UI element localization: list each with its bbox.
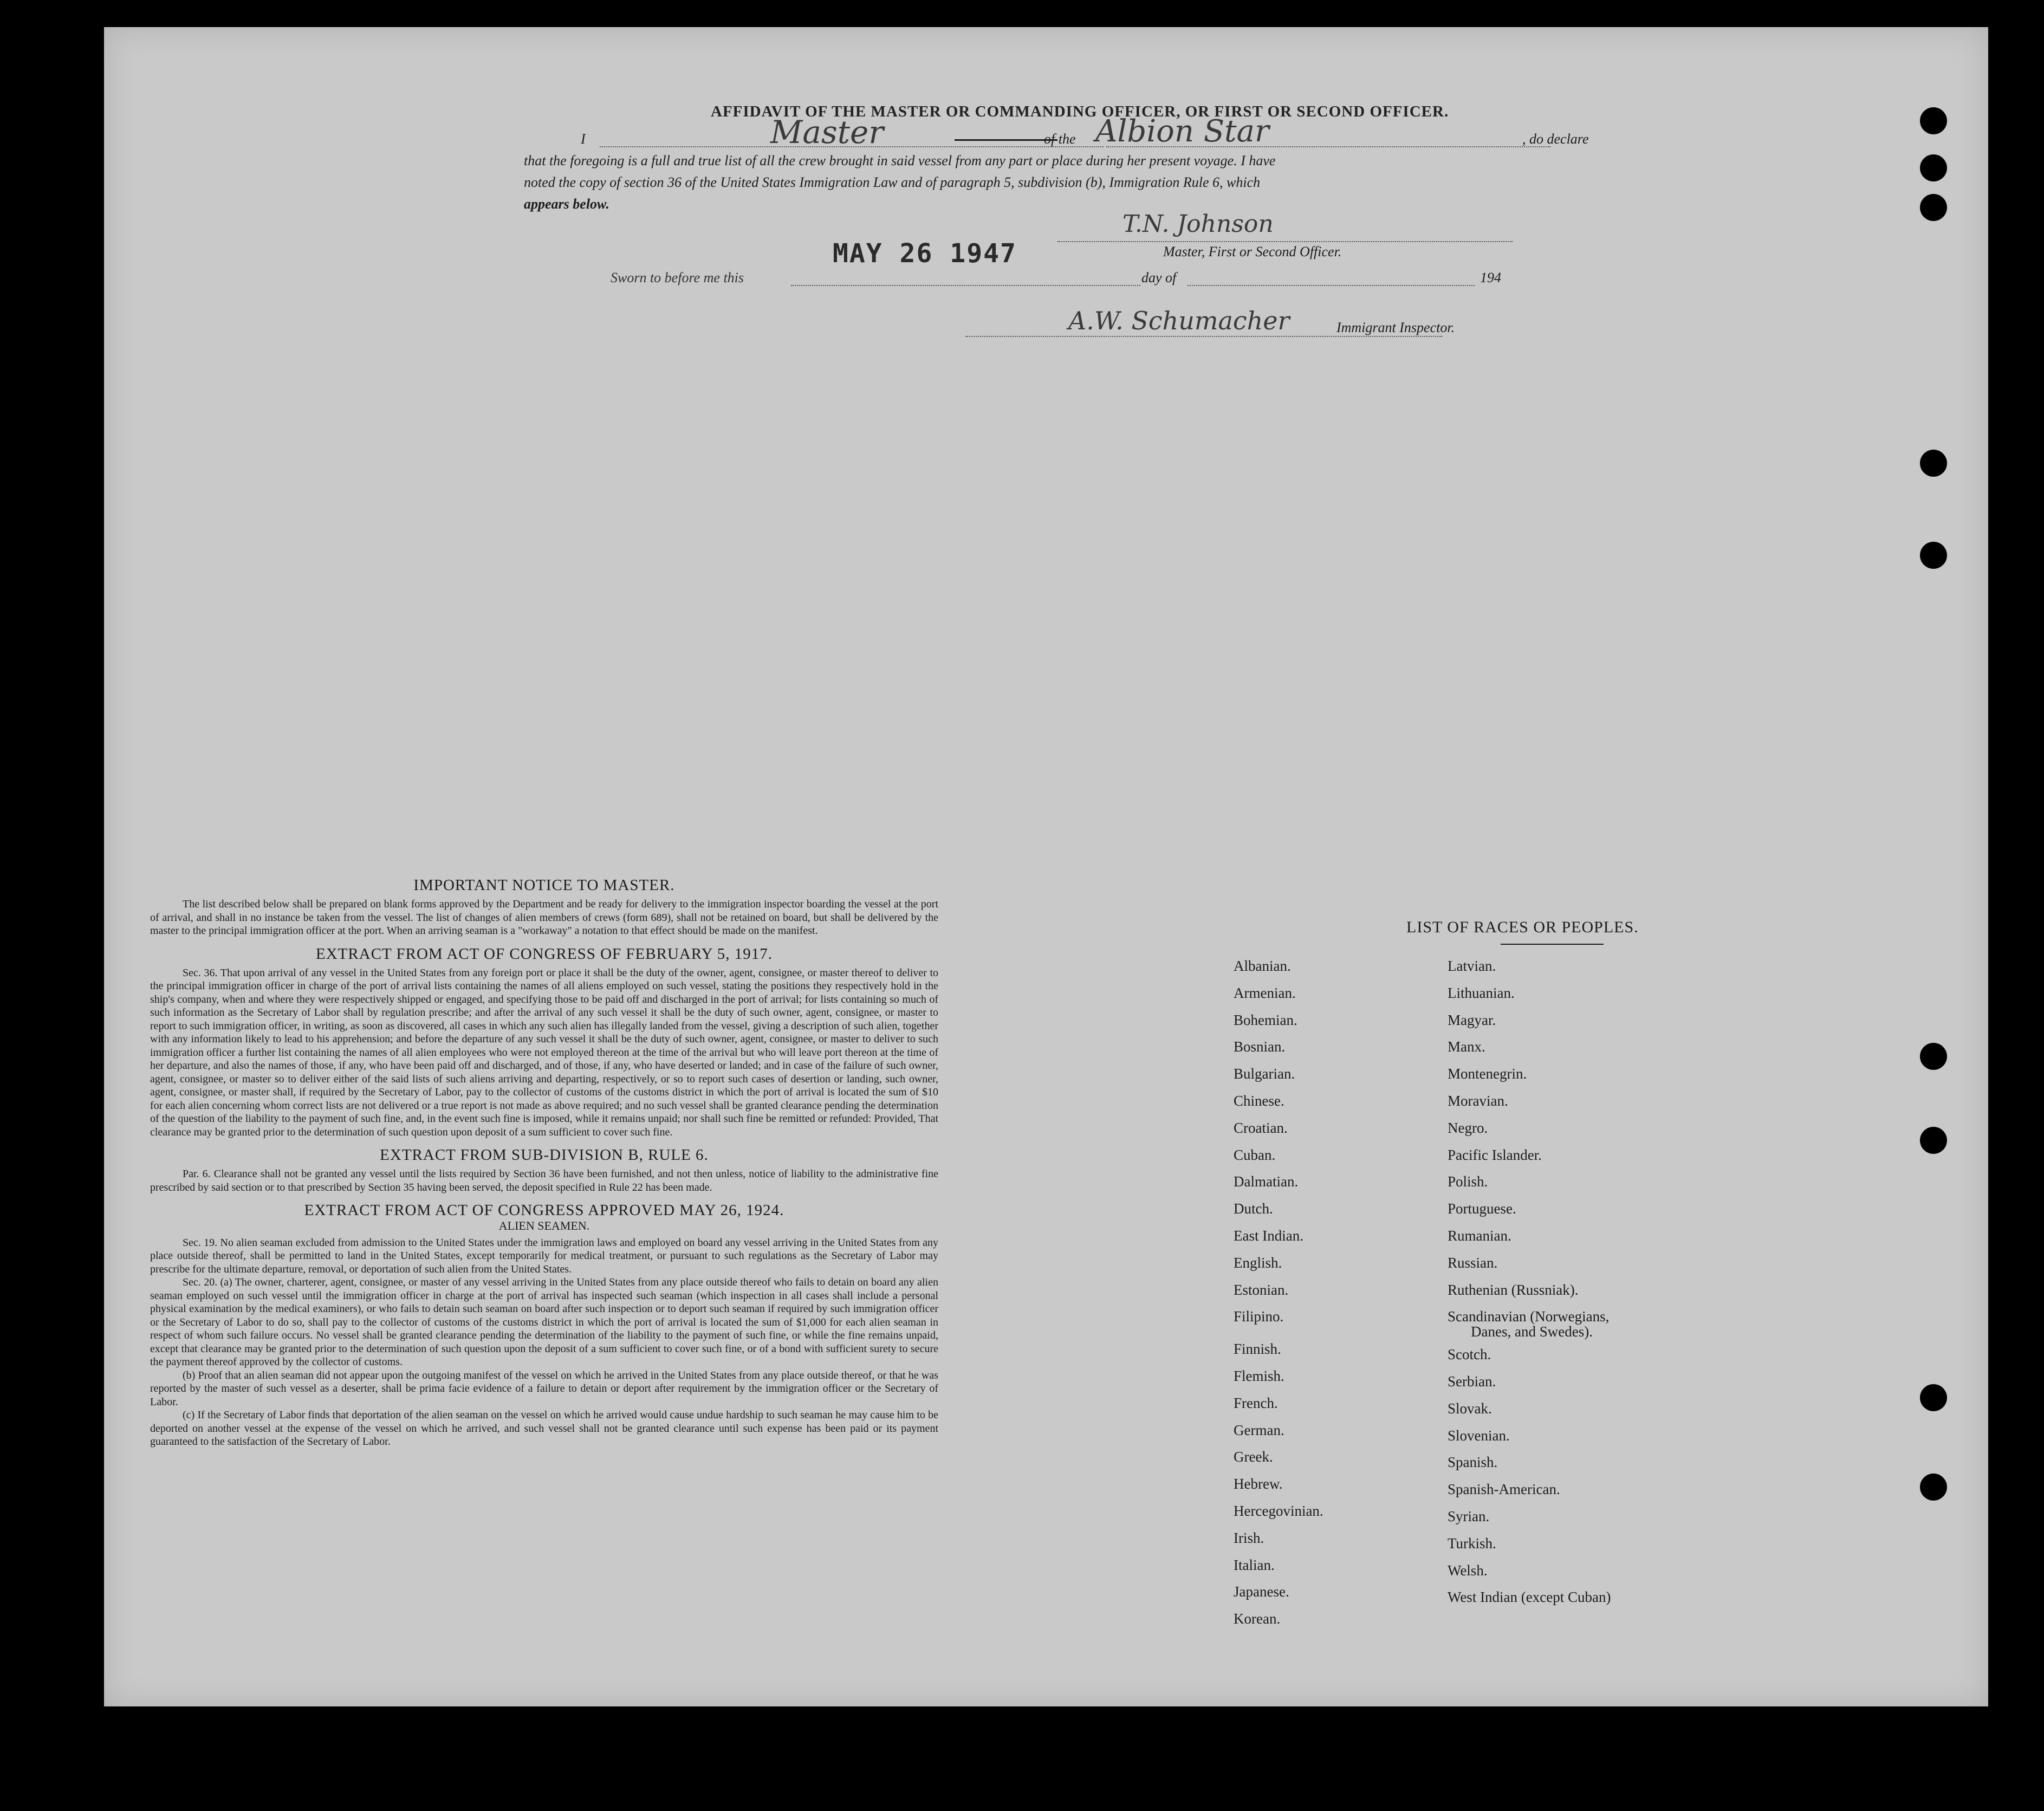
race-item: Russian. — [1448, 1254, 1498, 1271]
race-item: Japanese. — [1234, 1583, 1289, 1600]
race-item: Latvian. — [1448, 958, 1496, 974]
punch-hole — [1920, 1127, 1947, 1154]
race-item: Welsh. — [1448, 1562, 1488, 1579]
race-item: Danes, and Swedes). — [1471, 1323, 1593, 1340]
punch-hole — [1920, 1384, 1947, 1411]
race-item: Flemish. — [1234, 1367, 1284, 1384]
race-item: Hercegovinian. — [1234, 1502, 1323, 1519]
punch-hole — [1920, 542, 1947, 569]
affidavit-i-label: I — [581, 131, 586, 147]
race-item: Dalmatian. — [1234, 1173, 1299, 1190]
day-of-label: day of — [1141, 270, 1177, 285]
race-item: Cuban. — [1234, 1146, 1276, 1163]
extract-1924-sec19: Sec. 19. No alien seaman excluded from admission to the United States under the immigration laws and employed on board any vessel arriving in the United States from any place outside thereof, shall be permitted to land in the United States, except temporarily for medical treatment, or pursuant to such regulations as the Secretary of Labor may prescribe for the ultimate departure, removal, or deportation of such alien from the United States. — [150, 1236, 938, 1275]
master-signature: T.N. Johnson — [1122, 210, 1274, 238]
race-item: Turkish. — [1448, 1535, 1496, 1552]
handwritten-vessel: Albion Star — [1095, 114, 1269, 149]
races-title: LIST OF RACES OR PEOPLES. — [1406, 918, 1639, 936]
race-item: Hebrew. — [1234, 1476, 1283, 1492]
race-item: Scandinavian (Norwegians, — [1448, 1308, 1610, 1325]
title-underline — [955, 139, 1057, 141]
race-item: Ruthenian (Russniak). — [1448, 1281, 1579, 1298]
inspector-label: Immigrant Inspector. — [1336, 320, 1455, 335]
race-item: Moravian. — [1448, 1093, 1508, 1109]
punch-hole — [1920, 1474, 1947, 1501]
race-item: Albanian. — [1234, 958, 1291, 974]
notice-section — [150, 877, 938, 1449]
do-declare-label: , do declare — [1522, 131, 1589, 147]
handwritten-role: Master — [770, 114, 884, 151]
race-item: Dutch. — [1234, 1200, 1273, 1217]
race-item: Bosnian. — [1234, 1038, 1286, 1055]
affidavit-title: AFFIDAVIT OF THE MASTER OR COMMANDING OFFICER, OR FIRST OR SECOND OFFICER. — [711, 103, 1449, 120]
race-item: Slovak. — [1448, 1400, 1492, 1417]
race-item: Magyar. — [1448, 1011, 1496, 1028]
extract-1924-sec20b: (b) Proof that an alien seaman did not appear upon the outgoing manifest of the vessel on which he arrived in the United States from any place outside thereof, or that he was reported by the master of such vessel as a deserter, shall be prima facie evidence of a failure to detain or deport after requirement by the immigration officer or the Secretary of Labor. — [150, 1369, 938, 1408]
sworn-label: Sworn to before me this — [611, 270, 744, 285]
punch-hole — [1920, 107, 1947, 134]
race-item: English. — [1234, 1254, 1282, 1271]
sworn-day-line — [791, 285, 1140, 286]
race-item: Lithuanian. — [1448, 984, 1515, 1001]
notice-body: The list described below shall be prepared on blank forms approved by the Department and be ready for delivery to the immigration inspector boarding the vessel at the port of arrival, and shall in no instance be taken from the vessel. The list of changes of alien members of crews (form 689), shall not be retained on board, but shall be delivered by the master to the principal immigration officer at the port. When an arriving seaman is a "workaway" a notation to that effect should be made on the manifest. — [150, 898, 938, 937]
inspector-line — [965, 336, 1442, 337]
extract-rule6-title: EXTRACT FROM SUB-DIVISION B, RULE 6. — [380, 1146, 709, 1164]
date-stamp: MAY 26 1947 — [833, 238, 1017, 269]
race-item: German. — [1234, 1421, 1284, 1438]
affidavit-body-line-2: noted the copy of section 36 of the United States Immigration Law and of paragraph 5, subdivision (b), Immigration Rule 6, which — [524, 174, 1261, 190]
race-item: East Indian. — [1234, 1228, 1303, 1244]
race-item: Negro. — [1448, 1119, 1488, 1136]
race-item: Korean. — [1234, 1611, 1281, 1627]
race-item: West Indian (except Cuban) — [1448, 1589, 1611, 1606]
race-item: Bohemian. — [1234, 1011, 1297, 1028]
extract-1924-subtitle: ALIEN SEAMEN. — [498, 1219, 590, 1232]
race-item: Scotch. — [1448, 1346, 1491, 1363]
race-item: Bulgarian. — [1234, 1066, 1295, 1082]
race-item: Polish. — [1448, 1173, 1488, 1190]
race-item: Portuguese. — [1448, 1200, 1516, 1217]
inspector-signature: A.W. Schumacher — [1068, 306, 1290, 335]
extract-1924-sec20c: (c) If the Secretary of Labor finds that deportation of the alien seaman on the vessel on which he arrived would cause undue hardship to such seaman he may cause him to be deported on another vessel at the expense of the vessel on which he arrived, and such vessel shall not be granted clearance until such expense has been paid or its payment guaranteed to the satisfaction of the Secretary of Labor. — [150, 1409, 938, 1447]
race-item: Pacific Islander. — [1448, 1146, 1542, 1163]
race-item: Manx. — [1448, 1038, 1485, 1055]
race-item: Rumanian. — [1448, 1228, 1511, 1244]
extract-rule6-body: Par. 6. Clearance shall not be granted any vessel until the lists required by Section 36 have been furnished, and not then unless, notice of liability to the administrative fine prescribed by said section or to that prescribed by Section 35 having been served, the deposit specified in Rule 22 has been made. — [150, 1168, 938, 1193]
race-item: Italian. — [1234, 1556, 1275, 1573]
race-item: Croatian. — [1234, 1119, 1288, 1136]
race-item: Montenegrin. — [1448, 1066, 1527, 1082]
race-item: Armenian. — [1234, 984, 1296, 1001]
race-item: Finnish. — [1234, 1341, 1281, 1358]
of-the-label: of the — [1044, 131, 1076, 147]
signature-line — [1057, 241, 1513, 242]
race-item: Syrian. — [1448, 1508, 1490, 1524]
extract-1924-title: EXTRACT FROM ACT OF CONGRESS APPROVED MAY 26, 1924. — [304, 1202, 784, 1219]
race-item: Chinese. — [1234, 1093, 1284, 1109]
race-item: Greek. — [1234, 1449, 1273, 1465]
sworn-month-line — [1188, 285, 1475, 286]
extract-1917-body: Sec. 36. That upon arrival of any vessel in the United States from any foreign port or place it shall be the duty of the owner, agent, consignee, or master thereof to deliver to the principal immigration officer in charge of the port of arrival lists containing the names of all aliens employed on such vessel, stating the positions they respectively hold in the ship's company, when and where they were respectively shipped or engaged, and specifying those to be paid off and discharged in the port of arrival; for lists containing so much of such information as the Secretary of Labor shall by regulation prescribe; and after the arrival of any such vessel it shall be the duty of such owner, agent, consignee, or master to report to such immigration officer, in writing, as soon as discovered, all cases in which any such alien has illegally landed from the vessel, giving a description of such alien, together with any information likely to lead to his apprehension; and before the departure of any such vessel it shall be the duty of such owner, agent, consignee, or master to deliver to such immigration officer a further list containing the names of all alien employees who were not employed thereon at the time of the arrival but who will leave port thereon at the time of her departure, and also the names of those, if any, who have been paid off and discharged, and of those, if any, who have deserted or landed; and in case of the failure of such owner, agent, consignee, or master so to deliver either of the said lists of such aliens arriving and departing, respectively, or so to report such cases of desertion or landing, such owner, agent, consignee, or master shall, if required by the Secretary of Labor, pay to the collector of customs of the customs district in which the port of arrival is located the sum of $10 for each alien concerning whom correct lists are not delivered or a true report is not made as above required; and no such vessel shall be granted clearance pending the determination of the question of the liability to the payment of such fine, and, in the event such fine is imposed, while it remains unpaid; nor shall such fine be remitted or refunded: Provided, That clearance may be granted prior to the determination of such question upon deposit of a sum sufficient to cover such fine. — [150, 966, 938, 1138]
race-item: Spanish. — [1448, 1454, 1498, 1471]
affidavit-body-line-1: that the foregoing is a full and true list of all the crew brought in said vessel from any part or place during her present voyage. I have — [524, 153, 1276, 168]
race-item: Spanish-American. — [1448, 1481, 1560, 1498]
races-title-underline — [1501, 944, 1604, 945]
punch-hole — [1920, 1043, 1947, 1070]
year-label: 194 — [1480, 270, 1501, 285]
affidavit-body-line-3: appears below. — [524, 196, 609, 212]
race-item: French. — [1234, 1394, 1278, 1411]
punch-hole — [1920, 450, 1947, 477]
race-item: Slovenian. — [1448, 1427, 1510, 1444]
extract-1917-title: EXTRACT FROM ACT OF CONGRESS OF FEBRUARY 5, 1917. — [316, 945, 773, 963]
race-item: Estonian. — [1234, 1281, 1289, 1298]
race-item: Filipino. — [1234, 1308, 1284, 1325]
document-page — [104, 27, 1988, 1706]
master-label: Master, First or Second Officer. — [1163, 244, 1342, 259]
race-item: Irish. — [1234, 1529, 1264, 1546]
punch-hole — [1920, 154, 1947, 181]
notice-title: IMPORTANT NOTICE TO MASTER. — [413, 877, 675, 894]
race-item: Serbian. — [1448, 1373, 1496, 1390]
extract-1924-sec20a: Sec. 20. (a) The owner, charterer, agent, consignee, or master of any vessel arriving in the United States from any place outside thereof who fails to detain on board any alien seaman employed on such vessel until the immigration officer in charge at the port of arrival has inspected such seaman (which inspection in all cases shall include a personal physical examination by the medical examiners), or who fails to detain such seaman on board after such inspection or to deport such seaman if required by such immigration officer or the Secretary of Labor to do so, shall pay to the collector of customs of the customs district in which the port of arrival is located the sum of $1,000 for each alien seaman in respect of whom such failure occurs. No vessel shall be granted clearance pending the determination of the liability to the payment of such fine, or while the fine remains unpaid, except that clearance may be granted prior to the determination of such question upon the deposit of a sum sufficient to cover such fine, or of a bond with sufficient surety to secure the payment thereof approved by the collector of customs. — [150, 1276, 938, 1368]
punch-hole — [1920, 194, 1947, 221]
